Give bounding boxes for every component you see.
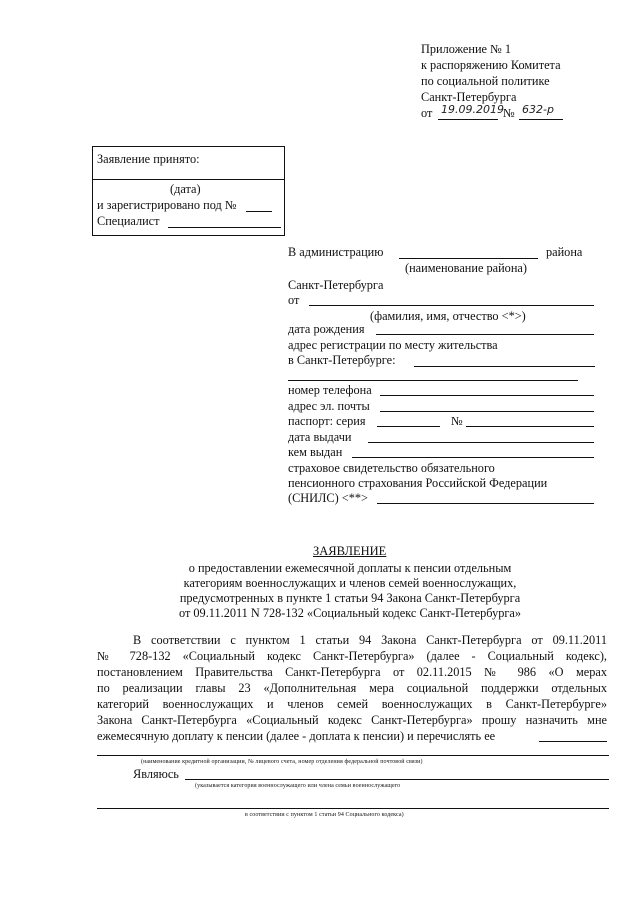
phone-label: номер телефона <box>288 383 372 397</box>
passport-number-label: № <box>451 414 463 428</box>
email-field-line <box>380 411 594 412</box>
snils-label-3: (СНИЛС) <**> <box>288 491 368 505</box>
accepted-date-line <box>92 179 285 180</box>
passport-series-label: паспорт: серия <box>288 414 366 428</box>
reg-address-label-2: в Санкт-Петербурге: <box>288 353 396 367</box>
email-label: адрес эл. почты <box>288 399 370 413</box>
title-sub-2: категориям военнослужащих и членов семей военнослужащих, <box>183 576 517 590</box>
body-line-3: постановлением Правительства Санкт-Петербурга от 02.11.2015 № 986 «О мерах <box>97 665 607 679</box>
appendix-line-4: Санкт-Петербурга <box>421 90 517 104</box>
appendix-date-handwritten: 19.09.2019 <box>441 103 504 116</box>
accepted-date-caption: (дата) <box>170 182 201 196</box>
district-caption: (наименование района) <box>405 261 527 275</box>
appendix-number-handwritten: 632-р <box>522 103 554 116</box>
body-line-1: В соответствии с пунктом 1 статьи 94 Закона Санкт-Петербурга от 09.11.2011 <box>133 633 607 647</box>
city-label: Санкт-Петербурга <box>288 278 384 292</box>
fio-caption: (фамилия, имя, отчество <*>) <box>370 309 526 323</box>
phone-field-line <box>380 395 594 396</box>
accepted-registered-label: и зарегистрировано под № <box>97 198 237 212</box>
category-caption: (указывается категория военнослужащего или члена семьи военнослужащего <box>195 783 401 789</box>
body-line-4: по реализации главы 23 «Дополнительная мера социальной поддержки отдельных <box>97 681 607 695</box>
appendix-line-3: по социальной политике <box>421 74 550 88</box>
body-line-7: ежемесячную доплату к пенсии (далее - доплата к пенсии) и перечислять ее <box>97 729 496 743</box>
appendix-line-2: к распоряжению Комитета <box>421 58 561 72</box>
appendix-number-line <box>519 119 563 120</box>
category-field-line <box>185 779 609 780</box>
title-sub-3: предусмотренных в пункте 1 статьи 94 Закона Санкт-Петербурга <box>179 591 521 605</box>
iam-label: Являюсь <box>133 767 179 781</box>
accepted-title: Заявление принято: <box>97 152 200 166</box>
appendix-date-line <box>438 119 498 120</box>
transfer-field-line <box>539 741 607 742</box>
to-administration-label: В администрацию <box>288 245 384 259</box>
body-line-6: Закона Санкт-Петербурга «Социальный кодекс Санкт-Петербурга» прошу назначить мне <box>97 713 607 727</box>
reg-address-field-line-1 <box>414 366 595 367</box>
appendix-number-sign: № <box>503 106 515 120</box>
birth-date-label: дата рождения <box>288 322 365 336</box>
snils-label-2: пенсионного страхования Российской Федерации <box>288 476 548 490</box>
bank-field-line <box>97 755 609 756</box>
issued-by-field-line <box>352 457 594 458</box>
body-line-2: № 728-132 «Социальный кодекс Санкт-Петербурга» (далее - Социальный кодекс), <box>97 649 607 663</box>
title-sub-4: от 09.11.2011 N 728-132 «Социальный кодекс Санкт-Петербурга» <box>178 606 522 620</box>
issue-date-field-line <box>368 442 594 443</box>
bank-caption: (наименование кредитной организации, № лицевого счета, номер отделения федеральной почтовой связи) <box>141 759 423 765</box>
accepted-registered-line <box>246 211 272 212</box>
snils-label-1: страховое свидетельство обязательного <box>288 461 495 475</box>
article-caption: в соответствии с пунктом 1 статьи 94 Социального кодекса) <box>245 812 404 818</box>
passport-number-field-line <box>466 426 594 427</box>
reg-address-label-1: адрес регистрации по месту жительства <box>288 338 498 352</box>
issued-by-label: кем выдан <box>288 445 343 459</box>
document-title: ЗАЯВЛЕНИЕ <box>313 544 387 558</box>
title-sub-1: о предоставлении ежемесячной доплаты к пенсии отдельным <box>188 561 512 575</box>
snils-field-line <box>377 503 594 504</box>
appendix-line-1: Приложение № 1 <box>421 42 512 56</box>
birth-date-field-line <box>376 334 594 335</box>
accepted-specialist-label: Специалист <box>97 214 160 228</box>
reg-address-field-line-2 <box>288 380 578 381</box>
body-line-5: категорий военнослужащих и членов семей военнослужащих в Санкт-Петербурге» <box>97 697 607 711</box>
passport-series-field-line <box>377 426 440 427</box>
district-label: района <box>546 245 583 259</box>
from-label: от <box>288 293 300 307</box>
accepted-specialist-line <box>168 227 281 228</box>
issue-date-label: дата выдачи <box>288 430 352 444</box>
fio-field-line <box>309 305 594 306</box>
article-field-line <box>97 808 609 809</box>
district-field-line <box>399 258 538 259</box>
appendix-ot-label: от <box>421 106 433 120</box>
